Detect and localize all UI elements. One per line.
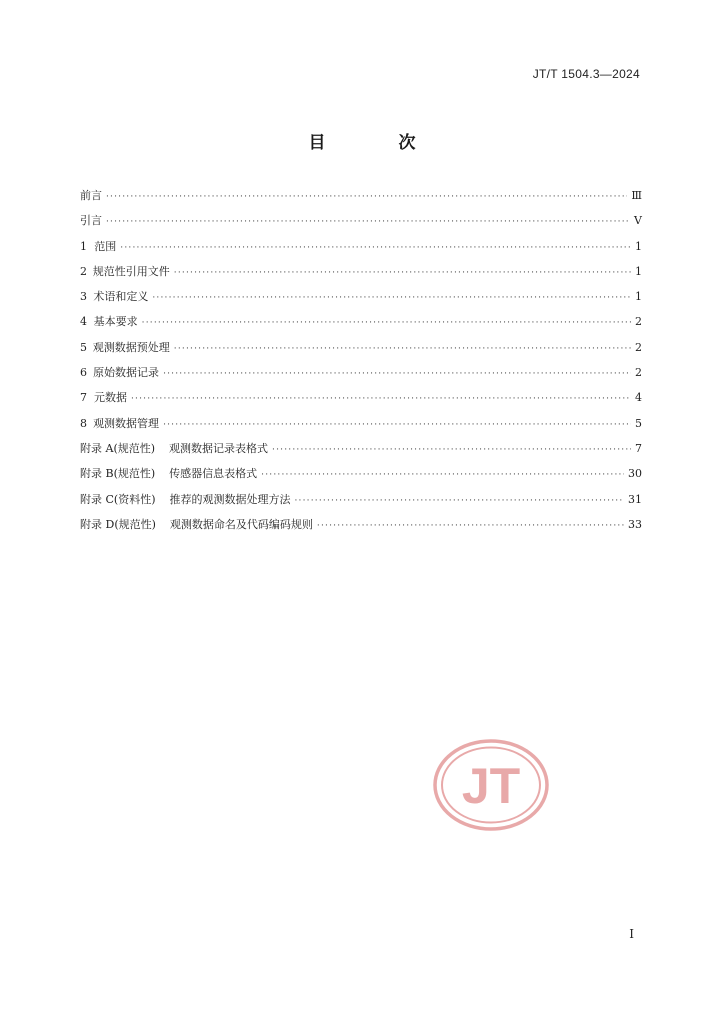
- toc-entry-number: 3: [80, 290, 87, 304]
- toc-entry-label: 原始数据记录: [93, 366, 160, 380]
- appendix-designation: 附录 B(规范性): [80, 467, 156, 481]
- toc-entry-4[interactable]: [80, 315, 642, 340]
- toc-entry-label: 规范性引用文件: [92, 264, 170, 278]
- toc-entry-label: 元数据: [93, 391, 127, 405]
- toc-entry-label: [80, 442, 272, 456]
- toc-entry-label: 术语和定义: [93, 290, 149, 304]
- toc-entry-page: 31: [628, 492, 642, 506]
- toc-entry-7[interactable]: [80, 391, 642, 416]
- appendix-designation: 附录 D(规范性): [80, 517, 156, 531]
- appendix-designation: 附录 A(规范性): [80, 441, 156, 455]
- toc-entry-appendix-a[interactable]: [80, 442, 642, 467]
- toc-entry-8[interactable]: [80, 417, 642, 442]
- toc-entry-page: 2: [635, 340, 642, 354]
- standard-number: JT/T 1504.3—2024: [532, 67, 640, 81]
- toc-entry-page: 2: [635, 366, 642, 380]
- toc-entry-label: 观测数据预处理: [92, 340, 170, 354]
- toc-leader-dots: [152, 291, 631, 305]
- toc-entry-page: 1: [635, 264, 642, 278]
- toc-entry-foreword[interactable]: [80, 189, 642, 214]
- toc-entry-3[interactable]: [80, 290, 642, 315]
- toc-entry-number: 5: [80, 340, 87, 354]
- toc-entry-label: [80, 467, 261, 481]
- toc-entry-label: [80, 518, 317, 532]
- toc-leader-dots: [174, 266, 631, 280]
- appendix-title: 观测数据记录表格式: [169, 441, 269, 455]
- toc-entry-1[interactable]: [80, 240, 642, 265]
- toc-entry-number: 2: [80, 264, 87, 278]
- toc-leader-dots: [261, 468, 624, 482]
- toc-entry-2[interactable]: [80, 265, 642, 290]
- toc-entry-number: 6: [80, 366, 87, 380]
- toc-leader-dots: [163, 367, 631, 381]
- toc-entry-label: 范围: [94, 239, 117, 253]
- toc-entry-number: 4: [80, 315, 87, 329]
- toc-entry-page: 4: [635, 391, 642, 405]
- toc-leader-dots: [272, 443, 631, 457]
- toc-entry-appendix-b[interactable]: [80, 467, 642, 492]
- toc-entry-6[interactable]: [80, 366, 642, 391]
- toc-entry-page: Ⅴ: [634, 214, 642, 228]
- toc-entry-5[interactable]: [80, 341, 642, 366]
- toc-entry-label: 基本要求: [93, 315, 138, 329]
- toc-entry-introduction[interactable]: [80, 214, 642, 239]
- toc-leader-dots: [120, 241, 631, 255]
- toc-entry-label: 引言: [80, 214, 102, 228]
- toc-entry-page: 30: [628, 467, 642, 481]
- appendix-designation: 附录 C(资料性): [80, 492, 156, 506]
- toc-entry-appendix-c[interactable]: [80, 493, 642, 518]
- toc-entry-page: 2: [635, 315, 642, 329]
- toc-leader-dots: [295, 494, 625, 508]
- toc-entry-number: 7: [80, 391, 87, 405]
- table-of-contents: [80, 189, 642, 543]
- toc-entry-label: [80, 493, 295, 507]
- toc-leader-dots: [142, 316, 631, 330]
- appendix-title: 观测数据命名及代码编码规则: [169, 517, 313, 531]
- page-number: I: [629, 927, 634, 941]
- toc-entry-appendix-d[interactable]: [80, 518, 642, 543]
- toc-leader-dots: [106, 190, 627, 204]
- toc-entry-page: 5: [635, 416, 642, 430]
- appendix-title: 推荐的观测数据处理方法: [169, 492, 291, 506]
- watermark-text: JT: [461, 758, 521, 814]
- toc-leader-dots: [163, 418, 631, 432]
- toc-entry-label: 观测数据管理: [93, 416, 160, 430]
- toc-leader-dots: [131, 392, 631, 406]
- toc-entry-label: 前言: [80, 189, 102, 202]
- toc-leader-dots: [317, 519, 624, 533]
- toc-entry-page: Ⅲ: [631, 189, 642, 202]
- toc-leader-dots: [106, 215, 630, 229]
- toc-entry-page: 1: [635, 290, 642, 304]
- toc-entry-number: 1: [80, 239, 87, 253]
- toc-entry-page: 1: [635, 239, 642, 253]
- jt-watermark-logo: [432, 738, 550, 832]
- toc-leader-dots: [174, 342, 631, 356]
- page-title: 目 次: [308, 133, 444, 153]
- appendix-title: 传感器信息表格式: [169, 467, 258, 481]
- toc-entry-page: 33: [628, 517, 642, 531]
- toc-entry-page: 7: [635, 441, 642, 455]
- toc-entry-number: 8: [80, 416, 87, 430]
